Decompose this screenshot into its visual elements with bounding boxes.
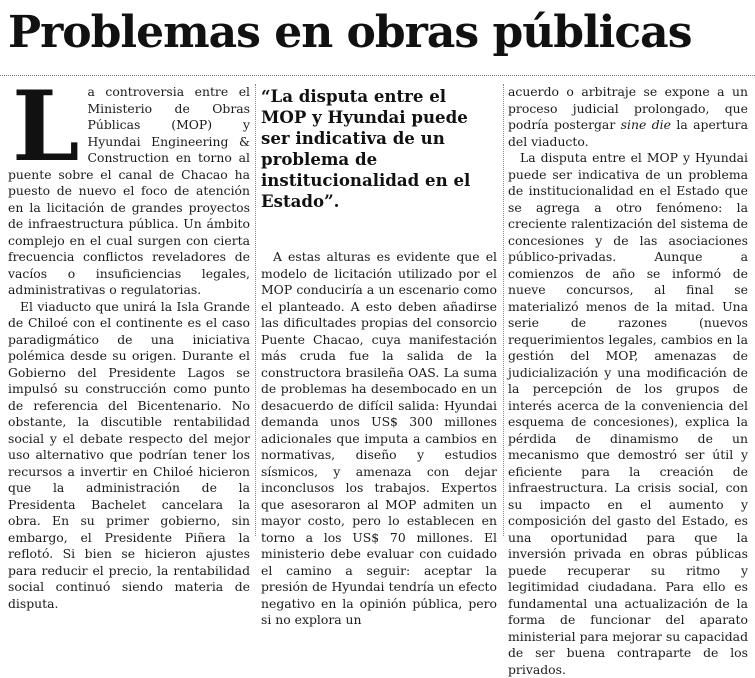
column-3-paragraph-0 [508,84,748,150]
column-3-text-a: acuerdo o arbitraje se expone a un proceso judicial prolongado, que podría postergar [508,84,748,132]
column-3-text-b: la apertura del viaducto. [508,117,748,149]
drop-cap: L [12,70,80,183]
sine-die-italic: sine die [620,117,671,132]
column-1 [8,70,250,612]
column-3 [508,84,748,678]
headline: Problemas en obras públicas [8,7,692,58]
pull-quote-spacer [261,212,497,249]
column-1-paragraph-1: a controversia entre el Ministerio de Obras Públicas (MOP) y Hyundai Engineering & Construction en torno al puente sobre el canal de Chacao ha puesto de nuevo el foco de atención en la licitación de grandes proyectos de infraestructura pública. Un ámbito complejo en el cual surgen con cierta frecuencia conflictos reveladores de vacíos o insuficiencias legales, administrativas o regulatorias. [8,84,250,297]
column-2 [261,84,497,629]
column-3-paragraph-1: La disputa entre el MOP y Hyundai puede ser indicativa de un problema de institucionalidad en el Estado que se agrega a otro fenómeno: la creciente ralentización del sistema de concesiones y de las asociaciones público-privadas. Aunque a comienzos de año se informó de nueve concursos, al final se materializó menos de la mitad. Una serie de razones (nuevos requerimientos legales, cambios en la gestión del MOP, amenazas de judicialización y una modificación de la percepción de los grupos de interés acerca de la conveniencia del esquema de concesiones), explica la pérdida de dinamismo de un mecanismo que demostró ser útil y eficiente para la creación de infraestructura. La crisis social, con su impacto en el aumento y composición del gasto del Estado, es una oportunidad para que la inversión privada en obras públicas puede recuperar su ritmo y legitimidad ciudadana. Para ello es fundamental una actualización de la forma de funcionar del aparato ministerial para mejorar su capacidad de ser buena contraparte de los privados. [508,150,748,677]
headline-rule [0,75,755,76]
pull-quote: “La disputa entre el MOP y Hyundai puede ser indicativa de un problema de institucionalidad en el Estado”. [261,86,471,211]
column-1-paragraph-2: El viaducto que unirá la Isla Grande de Chiloé con el continente es el caso paradigmático de una iniciativa polémica desde su origen. Durante el Gobierno del Presidente Lagos se impulsó su construcción como punto de referencia del Bicentenario. No obstante, la discutible rentabilidad social y el debate respecto del mejor uso alternativo que podrían tener los recursos a invertir en Chiloé hicieron que la administración de la Presidenta Bachelet cancelara la obra. En su primer gobierno, sin embargo, el Presidente Piñera la reflotó. Si bien se hicieron ajustes para reducir el precio, la rentabilidad social continuó siendo materia de disputa. [8,298,250,611]
column-divider-2 [503,84,504,536]
column-2-paragraph-1: A estas alturas es evidente que el modelo de licitación utilizado por el MOP conduciría a un escenario como el planteado. A esto deben añadirse las dificultades propias del consorcio Puente Chacao, cuya manifestación más cruda fue la salida de la constructora brasileña OAS. La suma de problemas ha desembocado en un desacuerdo de difícil salida: Hyundai demanda unos US$ 300 millones adicionales que imputa a cambios en normativas, diseño y estudios sísmicos, y amenaza con dejar inconclusos los trabajos. Expertos que asesoraron al MOP admiten un mayor costo, pero lo establecen en torno a los US$ 70 millones. El ministerio debe evaluar con cuidado el camino a seguir: aceptar la presión de Hyundai tendría un efecto negativo en la opinión pública, pero si no explora un [261,249,497,627]
column-divider-1 [255,84,256,536]
